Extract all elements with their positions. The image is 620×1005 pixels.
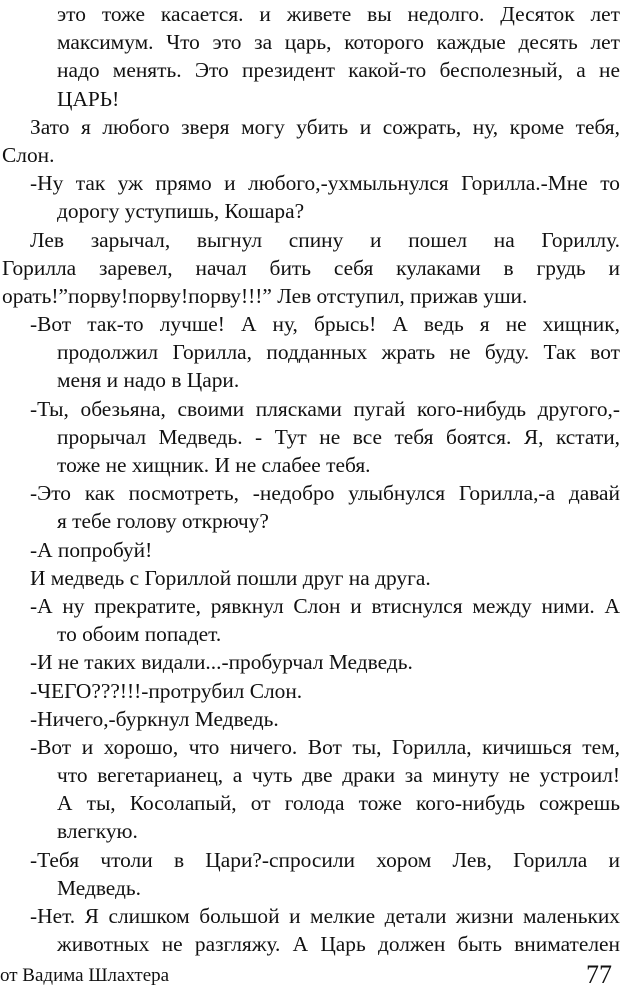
text-line: -А ну прекратите, рявкнул Слон и втиснулся между ними. А xyxy=(30,593,620,618)
text-line: ЦАРЬ! xyxy=(57,86,120,111)
text-line: что вегетарианец, а чуть две драки за минуту не устроил! xyxy=(57,763,620,788)
text-line: животных не разгляжу. А Царь должен быть внимателен xyxy=(57,932,620,957)
text-line: то обоим попадет. xyxy=(57,622,222,647)
text-line: -Вот так-то лучше! А ну, брысь! А ведь я не хищник, xyxy=(30,312,620,337)
text-line: продолжил Горилла, подданных жрать не буду. Так вот xyxy=(57,340,620,365)
text-line: Медведь. xyxy=(57,875,142,900)
text-line: -Это как посмотреть, -недобро улыбнулся Горилла,-а давай xyxy=(30,481,620,506)
text-line: -Ничего,-буркнул Медведь. xyxy=(30,706,279,731)
text-line: надо менять. Это президент какой-то бесполезный, а не xyxy=(57,58,620,83)
text-line: Слон. xyxy=(2,142,55,167)
page-number: 77 xyxy=(586,960,612,989)
text-line: -Ну так уж прямо и любого,-ухмыльнулся Горилла.-Мне то xyxy=(30,171,620,196)
text-line: -А попробуй! xyxy=(30,537,153,562)
text-line: тоже не хищник. И не слабее тебя. xyxy=(57,453,371,477)
text-line: максимум. Что это за царь, которого каждые десять лет xyxy=(57,30,620,55)
text-line: -И не таких видали...-пробурчал Медведь. xyxy=(30,650,413,675)
text-line: -Вот и хорошо, что ничего. Вот ты, Горилла, кичишься тем, xyxy=(30,734,620,759)
text-line: И медведь с Гориллой пошли друг на друга. xyxy=(30,565,431,590)
text-line: прорычал Медведь. - Тут не все тебя боятся. Я, кстати, xyxy=(57,424,620,449)
text-line: Горилла заревел, начал бить себя кулаками в грудь и xyxy=(2,255,620,280)
text-line: Зато я любого зверя могу убить и сожрать, ну, кроме тебя, xyxy=(30,114,620,139)
text-line: -Ты, обезьяна, своими плясками пугай кого-нибудь другого,- xyxy=(30,396,620,421)
text-line: влегкую. xyxy=(57,819,138,844)
text-line: -Нет. Я слишком большой и мелкие детали жизни маленьких xyxy=(30,904,620,928)
text-line: Лев зарычал, выгнул спину и пошел на Гориллу. xyxy=(30,227,620,252)
text-line: -Тебя чтоли в Цари?-спросили хором Лев, Горилла и xyxy=(30,847,620,872)
text-line: -ЧЕГО???!!!-протрубил Слон. xyxy=(30,678,303,703)
text-line: я тебе голову открючу? xyxy=(57,509,269,534)
footer-author: от Вадима Шлахтера xyxy=(0,965,170,986)
page-text xyxy=(2,0,620,958)
text-line: это тоже касается. и живете вы недолго. Десяток лет xyxy=(57,2,620,26)
text-line: орать!”порву!порву!порву!!!” Лев отступил, прижав уши. xyxy=(2,283,528,308)
text-line: А ты, Косолапый, от голода тоже кого-нибудь сожрешь xyxy=(57,791,620,816)
text-line: меня и надо в Цари. xyxy=(57,368,240,393)
text-line: дорогу уступишь, Кошара? xyxy=(57,199,305,224)
